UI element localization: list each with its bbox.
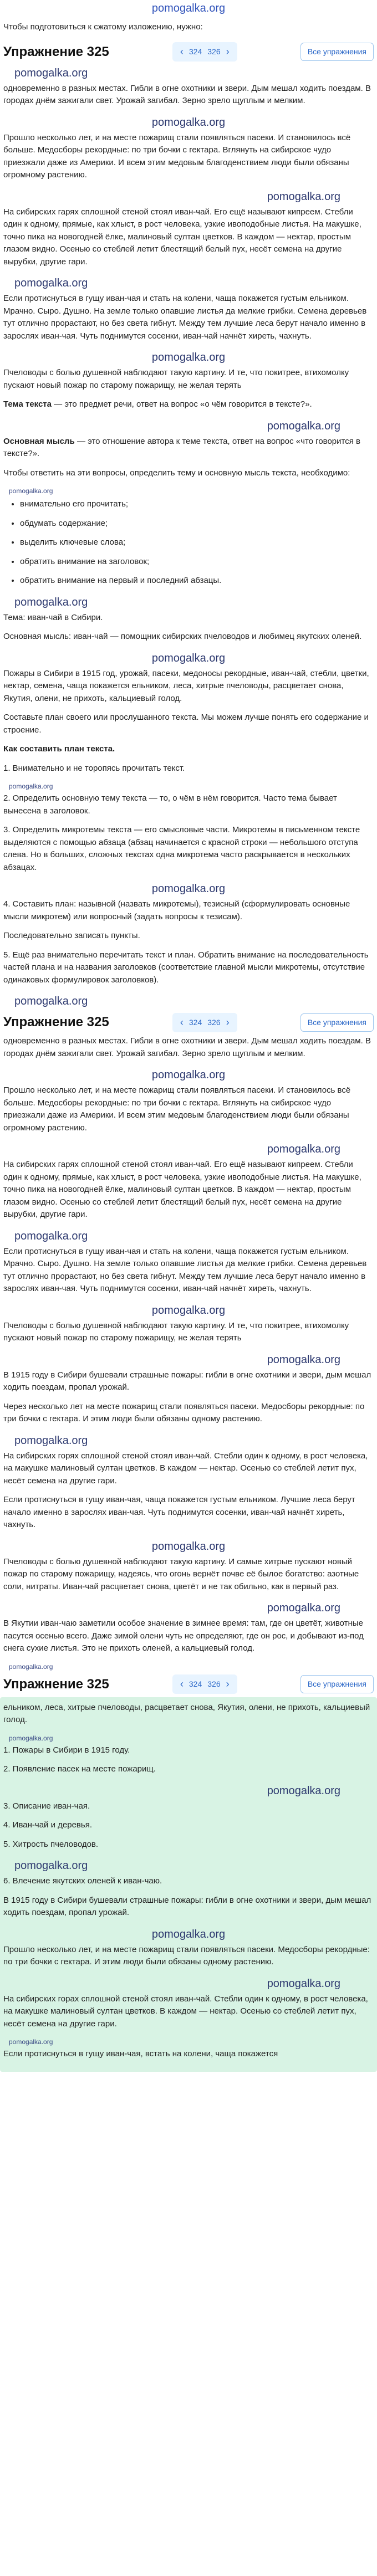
exercise-bar	[3, 1675, 374, 1694]
bullet-list	[3, 498, 374, 587]
paragraph: На сибирских гарях сплошной стеной стоял иван-чай. Его ещё называют кипреем. Стебли один к одному, прямые, как хлыст, в рост человека, узкие ивоподобные листья. На макушке, точно пика на новогодней ёлке, малиновый султан цветков. В каждом — нектар, простым глазом видно. Осенью со стеблей летит блестящий белый пух, несёт семена на другие вырубки, другие гари.	[3, 1160, 361, 1219]
list-item: • внимательно его прочитать;	[20, 498, 374, 511]
paragraph: Если протиснуться в гущу иван-чая, встать на колени, чаща покажется	[3, 2049, 278, 2058]
exercise-nav	[172, 1013, 237, 1032]
watermark: pomogalka.org	[14, 1860, 88, 1872]
paragraph: Через несколько лет на месте пожарищ стали появляться пасеки. Медосборы рекордные: по три бочки с гектара. И этим люди были обязаны одному растению.	[3, 1401, 365, 1423]
next-exercise-link[interactable]: 326	[207, 1017, 221, 1027]
plan-item: 6. Влечение якутских оленей к иван-чаю.	[3, 1876, 162, 1886]
paragraph: Если протиснуться в гущу иван-чая и стать на колени, чаща покажется густым ельником. Мрачно. Сыро. Душно. На земле только опавшие листья да мелкие грибки. Семена деревьев тут отлично прорастают, но без света гибнут. Между тем лучшие леса берут начало именно в зарослях иван-чая. Чуть поднимутся сосенки, иван-чай начнёт хиреть, чахнуть.	[3, 294, 367, 341]
watermark: pomogalka.org	[267, 1143, 340, 1155]
all-exercises-button[interactable]: Все упражнения	[300, 43, 374, 61]
plan-step: 1. Внимательно и не торопясь прочитать текст.	[3, 763, 185, 773]
watermark: pomogalka.org	[151, 116, 226, 129]
watermark: pomogalka.org	[151, 652, 226, 664]
theme-definition	[3, 398, 374, 411]
main-idea-label: Основная мысль	[3, 436, 75, 446]
watermark: pomogalka.org	[151, 1069, 226, 1081]
plan-item: 2. Появление пасек на месте пожарищ.	[3, 1764, 156, 1774]
paragraph: ельником, леса, хитрые пчеловоды, расцветает снова, Якутия, олени, не прихоть, кальциевый голод.	[3, 1702, 370, 1724]
plan-item: 3. Описание иван-чая.	[3, 1801, 90, 1811]
watermark: pomogalka.org	[9, 487, 53, 495]
list-item: • обдумать содержание;	[20, 518, 374, 530]
watermark: pomogalka.org	[9, 782, 53, 790]
next-exercise-link[interactable]: 326	[207, 47, 221, 56]
watermark: pomogalka.org	[267, 1353, 340, 1366]
watermark: pomogalka.org	[14, 1230, 88, 1242]
watermark: pomogalka.org	[14, 995, 88, 1007]
watermark: pomogalka.org	[267, 1784, 340, 1797]
paragraph: Чтобы ответить на эти вопросы, определить тему и основную мысль текста, необходимо:	[3, 468, 350, 478]
chevron-right-icon[interactable]: ›	[226, 1678, 230, 1689]
plan-item: 5. Хитрость пчеловодов.	[3, 1839, 99, 1849]
chevron-right-icon[interactable]: ›	[226, 1016, 230, 1028]
exercise-nav	[172, 42, 237, 62]
exercise-title: Упражнение 325	[3, 44, 109, 59]
watermark: pomogalka.org	[9, 1662, 53, 1671]
paragraph: одновременно в разных местах. Гибли в огне охотники и звери. Дым мешал ходить поездам. В городах днём зажигали свет. Урожай загибал. Зерно зрело щуплым и мелким.	[3, 83, 371, 105]
plan-step: 5. Ещё раз внимательно перечитать текст и план. Обратить внимание на последовательность частей плана и на названия заголовков (соответствие главной мысли микротемы, отсутствие одинаковых формулировок заголовков).	[3, 950, 369, 985]
paragraph: Составьте план своего или прослушанного текста. Мы можем лучше понять его содержание и строение.	[3, 713, 369, 735]
main-idea-definition	[3, 436, 374, 460]
paragraph: Пчеловоды с болью душевной наблюдают такую картину. И самые хитрые пускают новый пожар по старому пожарищу, надеясь, что огонь вернёт почве её былое богатство: азотные соли, нитраты. Иван-чай расцветает снова, цветёт и не так обильно, как в первый раз.	[3, 1556, 359, 1591]
next-exercise-link[interactable]: 326	[207, 1679, 221, 1688]
site-logo[interactable]: pomogalka.org	[151, 2, 226, 14]
watermark: pomogalka.org	[151, 1304, 226, 1317]
watermark: pomogalka.org	[267, 1602, 340, 1614]
plan-step: 4. Составить план: назывной (назвать микротемы), тезисный (сформулировать основные мысли микротем) или вопросный (задать вопросы к тезисам).	[3, 899, 350, 921]
exercise-bar	[3, 1013, 374, 1032]
paragraph: Прошло несколько лет, и на месте пожарищ стали появляться пасеки. Медосборы рекордные: по три бочки с гектара. И этим люди были обязаны одному растению.	[3, 1944, 370, 1966]
watermark: pomogalka.org	[14, 277, 88, 289]
watermark: pomogalka.org	[267, 190, 340, 203]
theme-label: Тема текста	[3, 400, 52, 409]
topic-line: Тема: иван-чай в Сибири.	[3, 612, 103, 622]
plan-heading: Как составить план текста.	[3, 744, 115, 754]
paragraph: На сибирских гарях сплошной стеной стоял иван-чай. Его ещё называют кипреем. Стебли один к одному, прямые, как хлыст, в рост человека, узкие ивоподобные листья. На макушке, точно пика на новогодней ёлке, малиновый султан цветков. В каждом — нектар, простым глазом видно. Осенью со стеблей летит блестящий белый пух, несёт семена на другие вырубки, другие гари.	[3, 207, 361, 267]
paragraph: На сибирских горах сплошной стеной стоял иван-чай. Стебли один к одному, в рост человека, на макушке малиновый султан цветков. В каждом — нектар. Осенью со стеблей летит пух, несёт семена на другие гари.	[3, 1994, 368, 2029]
list-item: • выделить ключевые слова;	[20, 536, 374, 549]
list-item: • обратить внимание на заголовок;	[20, 556, 374, 569]
watermark: pomogalka.org	[14, 66, 88, 79]
chevron-left-icon[interactable]: ‹	[180, 46, 184, 57]
all-exercises-button[interactable]: Все упражнения	[300, 1013, 374, 1032]
all-exercises-button[interactable]: Все упражнения	[300, 1675, 374, 1693]
watermark: pomogalka.org	[9, 1734, 53, 1742]
paragraph: Пчеловоды с болью душевной наблюдают такую картину. И те, что покитрее, втихомолку пускают новый пожар по старому пожарищу, не желая терять	[3, 368, 349, 390]
main-idea-text: — это отношение автора к теме текста, ответ на вопрос «что говорится в тексте?».	[3, 436, 360, 458]
paragraph: одновременно в разных местах. Гибли в огне охотники и звери. Дым мешал ходить поездам. В городах днём зажигали свет. Урожай загибал. Зерно зрело щуплым и мелким.	[3, 1036, 371, 1058]
paragraph: В 1915 году в Сибири бушевали страшные пожары: гибли в огне охотники и звери, дым мешал ходить поездам, пропал урожай.	[3, 1895, 371, 1917]
paragraph: Если протиснуться в гущу иван-чая и стать на колени, чаща покажется густым ельником. Мрачно. Сыро. Душно. На земле только опавшие листья да мелкие грибки. Семена деревьев тут отлично прорастают, но без света гибнут. Между тем лучшие леса берут начало именно в зарослях иван-чая. Чуть поднимутся сосенки, иван-чай начнёт хиреть, чахнуть.	[3, 1246, 367, 1293]
chevron-left-icon[interactable]: ‹	[180, 1016, 184, 1028]
plan-step: 2. Определить основную тему текста — то, о чём в нём говорится. Часто тема бывает вынесена в заголовок.	[3, 793, 337, 816]
summary-keywords: Пожары в Сибири в 1915 год, урожай, пасеки, медоносы рекордные, иван-чай, стебли, цветки, нектар, семена, чаща покажется ельником, леса, хитрые пчеловоды, расцветает снова, Якутия, олени, не прихоть, кальциевый голод.	[3, 668, 369, 703]
main-idea-line: Основная мысль: иван-чай — помощник сибирских пчеловодов и любимец якутских оленей.	[3, 632, 362, 641]
plan-item: 4. Иван-чай и деревья.	[3, 1820, 92, 1830]
chevron-right-icon[interactable]: ›	[226, 46, 230, 57]
paragraph: Если протиснуться в гущу иван-чая, чаща покажется густым ельником. Лучшие леса берут начало именно в зарослях иван-чая. Чуть поднимутся сосенки, иван-чай начнёт хиреть, чахнуть.	[3, 1495, 355, 1529]
watermark: pomogalka.org	[151, 1540, 226, 1553]
exercise-nav	[172, 1674, 237, 1694]
prev-exercise-link[interactable]: 324	[188, 1679, 202, 1688]
intro-text: Чтобы подготовиться к сжатому изложению, нужно:	[3, 22, 203, 32]
paragraph: Прошло несколько лет, и на месте пожарищ стали появляться пасеки. И становилось всё больше. Медосборы рекордные: по три бочки с гектара. Вглянуть на сибирское чудо приезжали даже из Америки. И всем этим медовым благоденствием люди были обязаны огромному растению.	[3, 1085, 351, 1133]
plan-steps	[3, 762, 374, 987]
exercise-bar	[3, 43, 374, 62]
exercise-title: Упражнение 325	[3, 1015, 109, 1030]
highlighted-answer	[0, 1697, 377, 2072]
chevron-left-icon[interactable]: ‹	[180, 1678, 184, 1689]
paragraph: Пчеловоды с болью душевной наблюдают такую картину. И те, что покитрее, втихомолку пускают новый пожар по старому пожарищу, не желая терять	[3, 1320, 349, 1343]
prev-exercise-link[interactable]: 324	[188, 1017, 202, 1027]
watermark: pomogalka.org	[14, 596, 88, 608]
paragraph: Прошло несколько лет, и на месте пожарищ стали появляться пасеки. И становилось всё больше. Медосборы рекордные: по три бочки с гектара. Вглянуть на сибирское чудо приезжали даже из Америки. И всем этим медовым благоденствием люди были обязаны огромному растению.	[3, 132, 351, 180]
watermark: pomogalka.org	[267, 1977, 340, 1990]
watermark: pomogalka.org	[151, 351, 226, 363]
exercise-title: Упражнение 325	[3, 1676, 109, 1692]
plan-step: 3. Определить микротемы текста — его смысловые части. Микротемы в письменном тексте выделяются с помощью абзаца (абзац начинается с красной строки — небольшого отступа слева. Но в больших, сложных текстах одна микротема часто раскрывается в нескольких абзацах.	[3, 825, 360, 872]
list-item: • обратить внимание на первый и последний абзацы.	[20, 575, 374, 587]
theme-text: — это предмет речи, ответ на вопрос «о чём говорится в тексте?».	[52, 400, 312, 409]
paragraph: На сибирских горях сплошной стеной стоял иван-чай. Стебли один к одному, в рост человека, на макушке малиновый султан цветков. В каждом — нектар. Осенью со стеблей летит пух, несёт семена на другие гари.	[3, 1451, 368, 1486]
paragraph: В 1915 году в Сибири бушевали страшные пожары: гибли в огне охотники и звери, дым мешал ходить поездам, пропал урожай.	[3, 1370, 371, 1392]
plan-step: Последовательно записать пункты.	[3, 931, 140, 940]
paragraph: В Якутии иван-чаю заметили особое значение в зимнее время: там, где он цветёт, животные пасутся осенью всего. Даже зимой олени чуть не определяют, где он рос, и добывают из-под снега сухие листья. Это не прихоть оленей, а кальциевый голод.	[3, 1619, 364, 1653]
watermark: pomogalka.org	[267, 419, 340, 432]
plan-item: 1. Пожары в Сибири в 1915 году.	[3, 1745, 130, 1755]
watermark: pomogalka.org	[14, 1434, 88, 1447]
watermark: pomogalka.org	[9, 2038, 53, 2046]
watermark: pomogalka.org	[151, 883, 226, 895]
prev-exercise-link[interactable]: 324	[188, 47, 202, 56]
watermark: pomogalka.org	[151, 1928, 226, 1940]
